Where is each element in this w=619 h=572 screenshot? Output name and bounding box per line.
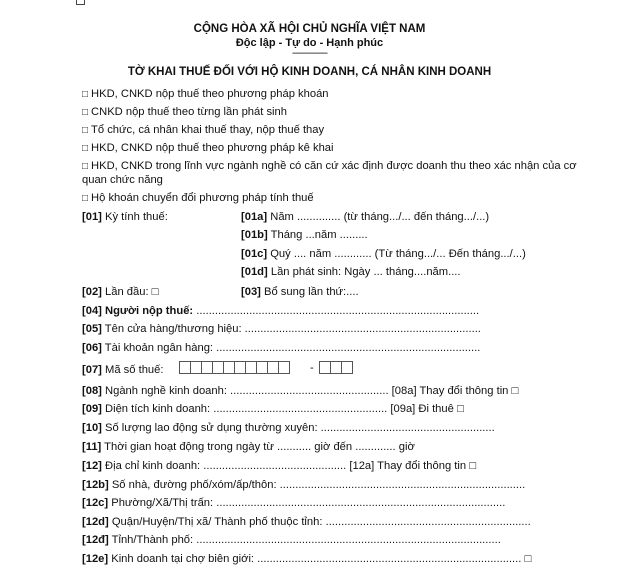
option-khai-thay[interactable]: □ Tổ chức, cá nhân khai thuế thay, nộp thuế thay bbox=[82, 124, 324, 137]
field-code: [09] bbox=[82, 403, 102, 415]
field-12b: [12b] Số nhà, đường phố/xóm/ấp/thôn: ............................................................................... bbox=[82, 479, 526, 491]
field-10: [10] Số lượng lao động sử dụng thường xuyên: ........................................................ bbox=[82, 422, 495, 434]
field-code: [05] bbox=[82, 323, 102, 335]
field-11: [11] Thời gian hoạt động trong ngày từ ........... giờ đến ............. giờ bbox=[82, 441, 415, 453]
option-phat-sinh[interactable]: □ CNKD nộp thuế theo từng lần phát sinh bbox=[82, 106, 287, 119]
field-code: [12] bbox=[82, 460, 102, 472]
option-ke-khai[interactable]: □ HKD, CNKD nộp thuế theo phương pháp kê khai bbox=[82, 142, 334, 155]
option-xac-nhan[interactable]: □ HKD, CNKD trong lĩnh vực ngành nghề có căn cứ xác định được doanh thu theo xác nhận của cơ bbox=[82, 160, 577, 173]
field-code: [12c] bbox=[82, 497, 109, 509]
field-code: [01b] bbox=[241, 229, 268, 241]
form-title: TỜ KHAI THUẾ ĐỐI VỚI HỘ KINH DOANH, CÁ NHÂN KINH DOANH bbox=[127, 66, 492, 78]
field-code: [10] bbox=[82, 422, 102, 434]
field-09: [09] Diện tích kinh doanh: ........................................................ [09a] Đi thuê □ bbox=[82, 403, 464, 415]
field-code: [12d] bbox=[82, 516, 109, 528]
option-chuyen-doi[interactable]: □ Hộ khoán chuyển đổi phương pháp tính thuế bbox=[82, 192, 314, 205]
field-code: [12e] bbox=[82, 553, 109, 565]
field-08: [08] Ngành nghề kinh doanh: ................................................... [08a] Thay đổi thông tin □ bbox=[82, 385, 519, 397]
field-01d: [01d] Lần phát sinh: Ngày ... tháng....năm.... bbox=[241, 266, 461, 278]
corner-checkbox[interactable] bbox=[76, 0, 85, 5]
tax-code-separator: - bbox=[310, 362, 314, 374]
field-code: [01d] bbox=[241, 266, 268, 278]
tax-code-suffix-boxes[interactable] bbox=[319, 361, 352, 374]
field-code: [08] bbox=[82, 385, 102, 397]
field-code: [01c] bbox=[241, 248, 268, 260]
field-code: [12b] bbox=[82, 479, 109, 491]
field-04: [04] Người nộp thuế: ........................................................................................... bbox=[82, 305, 480, 317]
field-03: [03] Bổ sung lần thứ:.... bbox=[241, 286, 359, 298]
field-12c: [12c] Phường/Xã/Thị trấn: ............................................................................................. bbox=[82, 497, 506, 509]
field-12: [12] Địa chỉ kinh doanh: .............................................. [12a] Thay đổi thông tin □ bbox=[82, 460, 476, 472]
field-02: [02] Lần đầu: □ bbox=[82, 286, 159, 298]
republic-heading: CỘNG HÒA XÃ HỘI CHỦ NGHĨA VIỆT NAM bbox=[193, 23, 426, 35]
field-01c: [01c] Quý .... năm ............ (Từ tháng.../... Đến tháng.../...) bbox=[241, 248, 526, 260]
header-rule: --------------- bbox=[292, 48, 327, 59]
option-khoan[interactable]: □ HKD, CNKD nộp thuế theo phương pháp khoán bbox=[82, 88, 329, 101]
tax-code-boxes[interactable] bbox=[179, 361, 289, 374]
field-01: [01] Kỳ tính thuế: bbox=[82, 211, 168, 223]
field-code: [12đ] bbox=[82, 534, 109, 546]
field-01a: [01a] Năm .............. (từ tháng.../... đến tháng.../...) bbox=[241, 211, 490, 223]
field-code: [11] bbox=[82, 441, 102, 453]
field-07: [07] Mã số thuế: bbox=[82, 364, 164, 376]
motto: Độc lập - Tự do - Hạnh phúc bbox=[235, 37, 384, 49]
field-12d: [12d] Quận/Huyện/Thị xã/ Thành phố thuộc tỉnh: .................................................................. bbox=[82, 516, 531, 528]
field-06: [06] Tài khoản ngân hàng: ..................................................................................... bbox=[82, 342, 481, 354]
field-05: [05] Tên cửa hàng/thương hiệu: ............................................................................ bbox=[82, 323, 481, 335]
field-code: [01a] bbox=[241, 211, 268, 223]
field-code: [06] bbox=[82, 342, 102, 354]
field-12dd: [12đ] Tỉnh/Thành phố: .................................................................................................. bbox=[82, 534, 501, 546]
field-12e: [12e] Kinh doanh tại chợ biên giới: ..................................................................................... □ bbox=[82, 553, 532, 565]
option-xac-nhan-cont: quan chức năng bbox=[82, 174, 163, 186]
field-01b: [01b] Tháng ...năm ......... bbox=[241, 229, 368, 241]
